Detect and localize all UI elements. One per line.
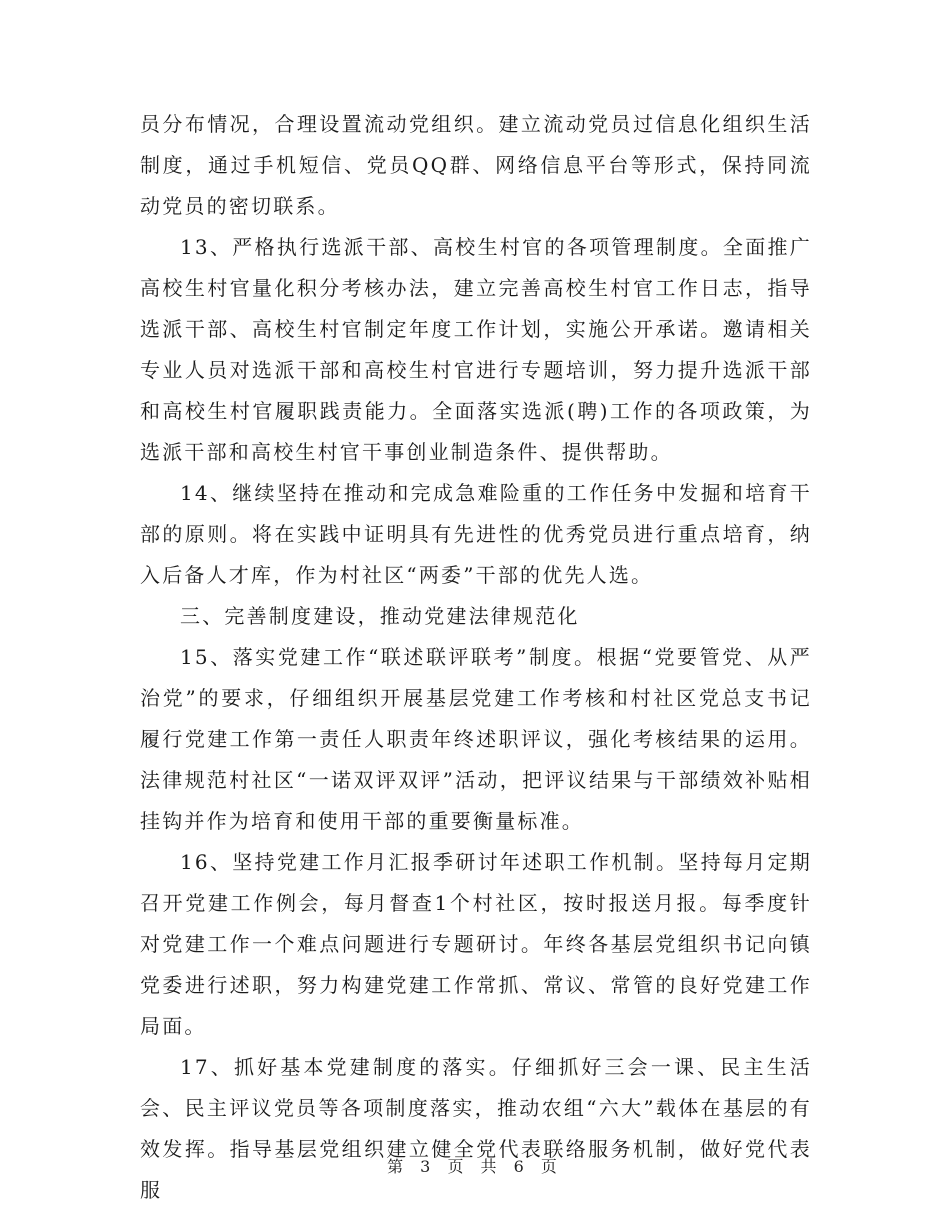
- paragraph-item-13: 13、严格执行选派干部、高校生村官的各项管理制度。全面推广高校生村官量化积分考核办法，建立完善高校生村官工作日志，指导选派干部、高校生村官制定年度工作计划，实施公开承诺。邀请相关专业人员对选派干部和高校生村官进行专题培训，努力提升选派干部和高校生村官履职践责能力。全面落实选派(聘)工作的各项政策，为选派干部和高校生村官干事创业制造条件、提供帮助。: [140, 235, 812, 464]
- paragraph-continuation: 员分布情况，合理设置流动党组织。建立流动党员过信息化组织生活制度，通过手机短信、党员QQ群、网络信息平台等形式，保持同流动党员的密切联系。: [140, 112, 812, 218]
- page-number-footer: 第 3 页 共 6 页: [387, 1157, 563, 1176]
- section-heading-3: 三、完善制度建设，推动党建法律规范化: [180, 604, 580, 628]
- paragraph-item-17: 17、抓好基本党建制度的落实。仔细抓好三会一课、民主生活会、民主评议党员等各项制度落实，推动农组“六大”载体在基层的有效发挥。指导基层党组织建立健全党代表联络服务机制，做好党代表服: [140, 1055, 812, 1202]
- paragraph-item-16: 16、坚持党建工作月汇报季研讨年述职工作机制。坚持每月定期召开党建工作例会，每月督查1个村社区，按时报送月报。每季度针对党建工作一个难点问题进行专题研讨。年终各基层党组织书记向镇党委进行述职，努力构建党建工作常抓、常议、常管的良好党建工作局面。: [140, 850, 812, 1038]
- paragraph-item-14: 14、继续坚持在推动和完成急难险重的工作任务中发掘和培育干部的原则。将在实践中证明具有先进性的优秀党员进行重点培育，纳入后备人才库，作为村社区“两委”干部的优先人选。: [140, 481, 812, 587]
- document-body: [140, 104, 812, 1211]
- paragraph-item-15: 15、落实党建工作“联述联评联考”制度。根据“党要管党、从严治党”的要求，仔细组织开展基层党建工作考核和村社区党总支书记履行党建工作第一责任人职责年终述职评议，强化考核结果的运用。法律规范村社区“一诺双评双评”活动，把评议结果与干部绩效补贴相挂钩并作为培育和使用干部的重要衡量标准。: [140, 645, 812, 833]
